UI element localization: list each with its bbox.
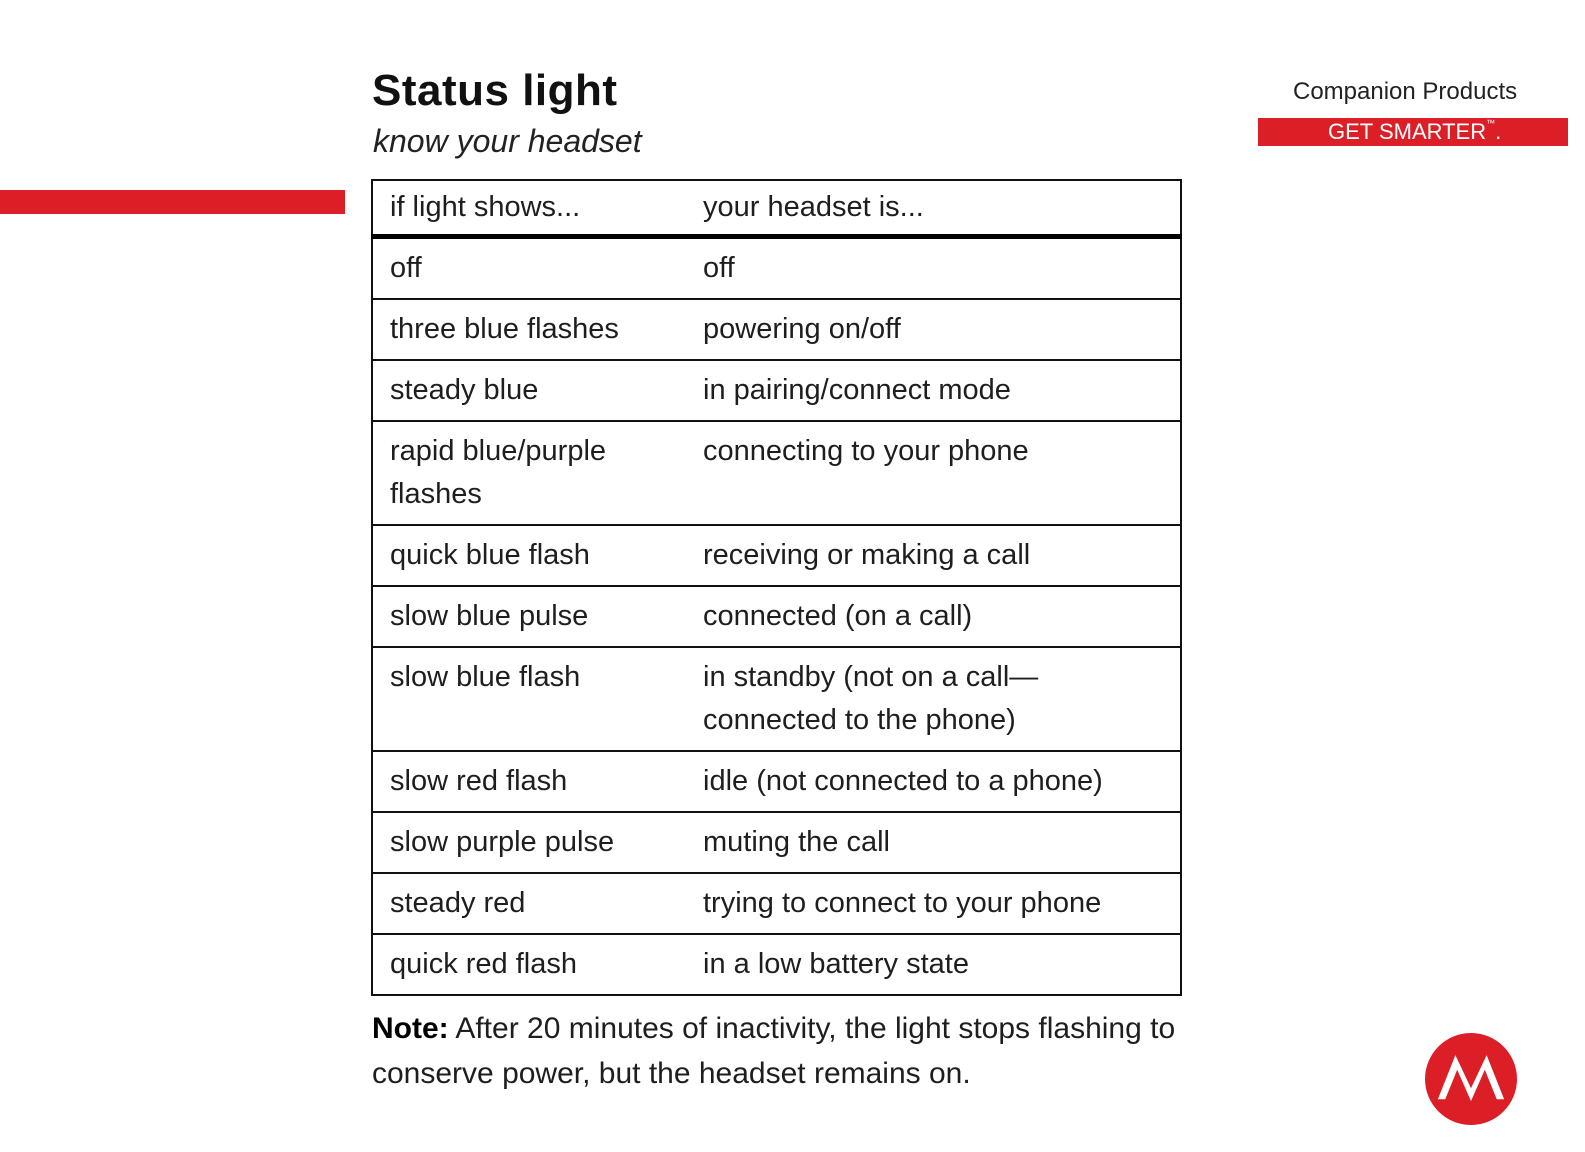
header-headset-is: your headset is... — [703, 180, 1181, 237]
table-header-row — [372, 180, 1181, 237]
light-pattern-cell: steady red — [372, 873, 703, 934]
light-pattern-cell: slow blue pulse — [372, 586, 703, 647]
brand-tagline: GET SMARTER — [1328, 119, 1487, 144]
status-light-table — [371, 179, 1182, 996]
table-row — [372, 873, 1181, 934]
note-text: After 20 minutes of inactivity, the light stops flashing to conserve power, but the headset remains on. — [372, 1012, 1176, 1090]
headset-status-cell: receiving or making a call — [703, 525, 1181, 586]
headset-status-cell: off — [703, 237, 1181, 300]
headset-status-cell: connecting to your phone — [703, 421, 1181, 525]
header-light-shows: if light shows... — [372, 180, 703, 237]
headset-status-cell: trying to connect to your phone — [703, 873, 1181, 934]
table-row — [372, 237, 1181, 300]
tagline-dot: . — [1495, 119, 1502, 144]
headset-status-cell: in pairing/connect mode — [703, 360, 1181, 421]
table-row — [372, 586, 1181, 647]
headset-status-cell: in a low battery state — [703, 934, 1181, 995]
motorola-logo-icon — [1425, 1033, 1517, 1125]
trademark-mark: ™ — [1486, 118, 1496, 128]
headset-status-cell: in standby (not on a call—connected to the phone) — [703, 647, 1181, 751]
light-pattern-cell: three blue flashes — [372, 299, 703, 360]
light-pattern-cell: quick red flash — [372, 934, 703, 995]
headset-status-cell: connected (on a call) — [703, 586, 1181, 647]
table-row — [372, 360, 1181, 421]
light-pattern-cell: steady blue — [372, 360, 703, 421]
table-row — [372, 647, 1181, 751]
table-row — [372, 934, 1181, 995]
table-row — [372, 299, 1181, 360]
left-accent-bar — [0, 190, 345, 214]
page-subtitle: know your headset — [373, 123, 642, 159]
headset-status-cell: powering on/off — [703, 299, 1181, 360]
light-pattern-cell: slow red flash — [372, 751, 703, 812]
light-pattern-cell: off — [372, 237, 703, 300]
light-pattern-cell: rapid blue/purple flashes — [372, 421, 703, 525]
table-row — [372, 812, 1181, 873]
light-pattern-cell: quick blue flash — [372, 525, 703, 586]
brand-products-label: Companion Products — [1293, 78, 1518, 105]
note-label: Note: — [372, 1012, 449, 1045]
headset-status-cell: idle (not connected to a phone) — [703, 751, 1181, 812]
table-row — [372, 525, 1181, 586]
note-paragraph — [372, 1006, 1192, 1096]
table-row — [372, 751, 1181, 812]
light-pattern-cell: slow blue flash — [372, 647, 703, 751]
page-title: Status light — [372, 66, 618, 115]
headset-status-cell: muting the call — [703, 812, 1181, 873]
light-pattern-cell: slow purple pulse — [372, 812, 703, 873]
brand-tagline-bar — [1258, 118, 1568, 146]
table-row — [372, 421, 1181, 525]
